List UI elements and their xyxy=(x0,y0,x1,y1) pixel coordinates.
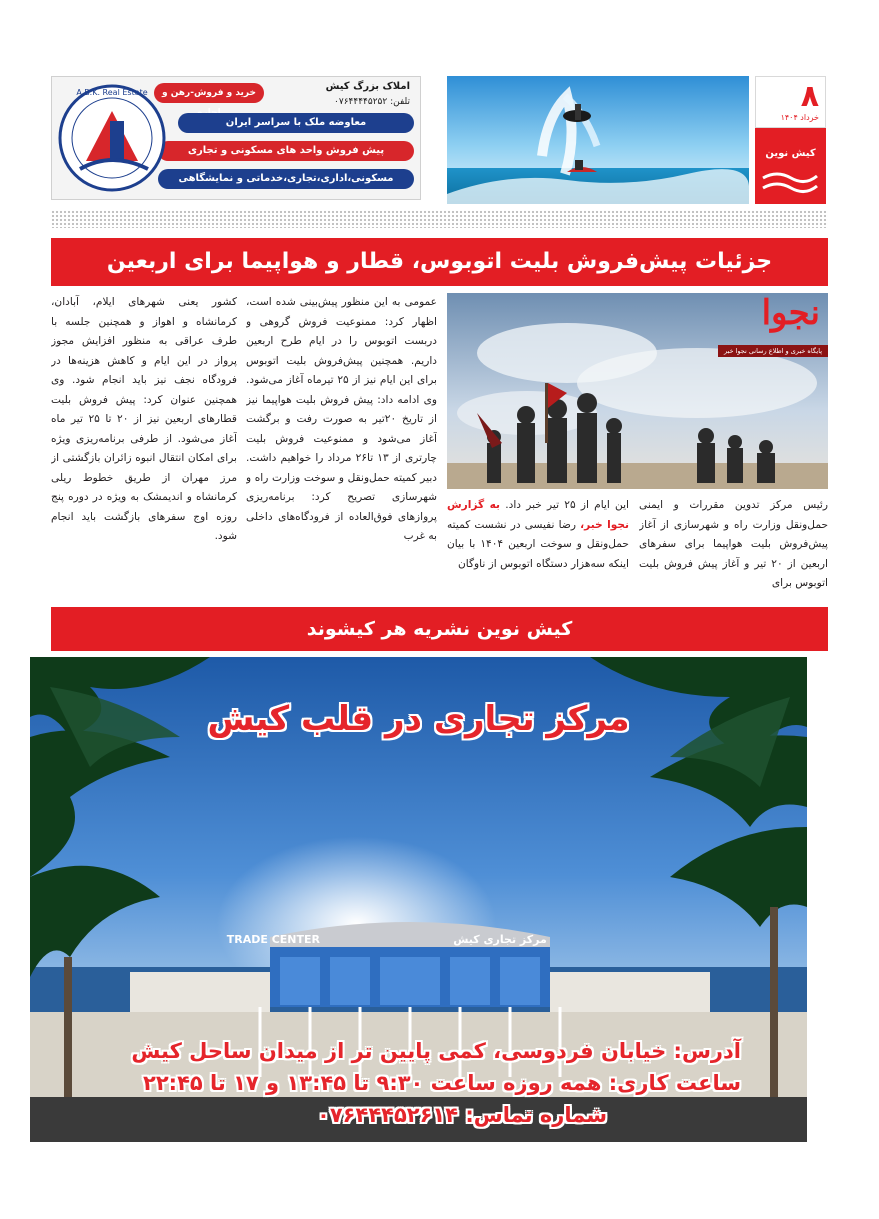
publication-slogan-banner: کیش نوین نشریه هر کیشوند xyxy=(51,607,828,651)
service-bar-1: خرید و فروش-رهن و xyxy=(154,83,264,103)
building-sign-en: TRADE CENTER xyxy=(226,933,320,946)
trade-center-hours: ساعت کاری: همه روزه ساعت ۹:۳۰ تا ۱۳:۴۵ و ۱۷ تا ۲۲:۴۵ xyxy=(143,1071,741,1095)
arbaeen-news-photo xyxy=(447,293,828,489)
separator-dots xyxy=(51,210,828,228)
najva-logo-tagline: پایگاه خبری و اطلاع رسانی نجوا خبر xyxy=(718,345,828,357)
page-number-box xyxy=(755,76,826,128)
jetski-ad-photo xyxy=(447,76,749,204)
page-number: ۸ xyxy=(800,79,819,114)
service-bar-3: پیش فروش واحد های مسکونی و تجاری xyxy=(158,141,414,161)
article-column-right xyxy=(639,496,828,600)
real-estate-logo-text: A.B.K. Real Estate xyxy=(76,88,148,97)
article-text-middle-2: رضا نفیسی در نشست کمیته حمل‌ونقل و سوخت اربعین ۱۴۰۴ با بیان اینکه سه‌هزار دستگاه اتوبوس از ناوگان xyxy=(447,518,629,570)
article-column-center xyxy=(246,293,437,600)
article-text-left: کشور یعنی شهرهای ایلام، آبادان، کرمانشاه و اهواز و همچنین جلسه با طرف عراقی به منظور افزایش مجوز پرواز در این ایام و کاهش هزینه‌ها در فرودگاه نجف نیز باید انجام شود. وی همچنین عنوان کرد: پیش فروش بلیت قطارهای اربعین نیز از ۲۰ تا ۲۵ تیر ماه آغاز می‌شود. از طرفی برنامه‌ریزی ویژه برای امکان انتقال انبوه زائران بازگشتی از مرز مهران از طریق خطوط ریلی کرمانشاه و اندیمشک به ویژه در دوره پنج روزه اوج سفرهای بازگشت باید انجام شود. xyxy=(51,296,237,542)
article-text-middle-1: این ایام از ۲۵ تیر خبر داد. xyxy=(505,499,629,511)
trade-center-phone: شماره تماس: ۰۷۶۴۴۴۵۲۶۱۴ xyxy=(317,1103,607,1127)
article-text-middle xyxy=(447,496,629,574)
trade-center-ad-title: مرکز تجاری در قلب کیش xyxy=(207,699,630,739)
article-text-right: رئیس مرکز تدوین مقررات و ایمنی حمل‌ونقل وزارت راه و شهرسازی از آغاز پیش‌فروش بلیت هواپیما برای سفرهای اربعین از ۲۰ تیر و آغاز پیش فروش بلیت اتوبوس برای xyxy=(639,499,828,589)
brand-name: کیش نوین xyxy=(765,148,816,159)
real-estate-ad xyxy=(51,76,421,200)
najva-logo-name: نجوا xyxy=(761,293,820,333)
service-bar-4: مسکونی،اداری،تجاری،خدماتی و نمایشگاهی xyxy=(158,169,414,189)
trade-center-address: آدرس: خیابان فردوسی، کمی پایین تر از میدان ساحل کیش xyxy=(131,1039,741,1063)
news-source-label: به گزارش نجوا خبر، xyxy=(447,499,629,531)
real-estate-name: املاک بزرگ کیش xyxy=(325,81,410,92)
page-badge xyxy=(755,76,826,204)
article-text-center: عمومی به این منظور پیش‌بینی شده است، اظهار کرد: ممنوعیت فروش گروهی و دربست اتوبوس را در ایام طرح اربعین داریم. همچنین پیش‌فروش بلیت اتوبوس برای این ایام نیز از ۲۵ تیرماه آغاز می‌شود. وی ادامه داد: پیش فروش بلیت هواپیما نیز از تاریخ ۲۰تیر به صورت رفت و برگشت آغاز می‌شود و ممنوعیت فروش بلیت چارتری از ۱۳ تا۲۶ مرداد را خواهیم داشت. دبیر کمیته حمل‌ونقل و سوخت وزارت راه و شهرسازی تصریح کرد: برنامه‌ریزی پروازهای فوق‌العاده از فرودگاه‌های داخلی به غرب xyxy=(246,296,437,542)
building-sign-fa: مرکز تجاری کیش xyxy=(453,933,547,946)
real-estate-phone: تلفن: ۰۷۶۴۴۴۴۵۲۵۲ xyxy=(334,97,410,107)
real-estate-logo xyxy=(56,81,168,195)
article-column-left xyxy=(51,293,237,600)
brand-wave-logo xyxy=(761,168,819,194)
article-column-middle xyxy=(447,496,629,600)
trade-center-ad xyxy=(30,657,807,1142)
issue-date: خرداد ۱۴۰۴ xyxy=(780,113,819,122)
service-bar-2: معاوضه ملک با سراسر ایران xyxy=(178,113,414,133)
najva-logo xyxy=(718,293,828,359)
headline: جزئیات پیش‌فروش بلیت اتوبوس، قطار و هواپیما برای اربعین xyxy=(51,238,828,286)
